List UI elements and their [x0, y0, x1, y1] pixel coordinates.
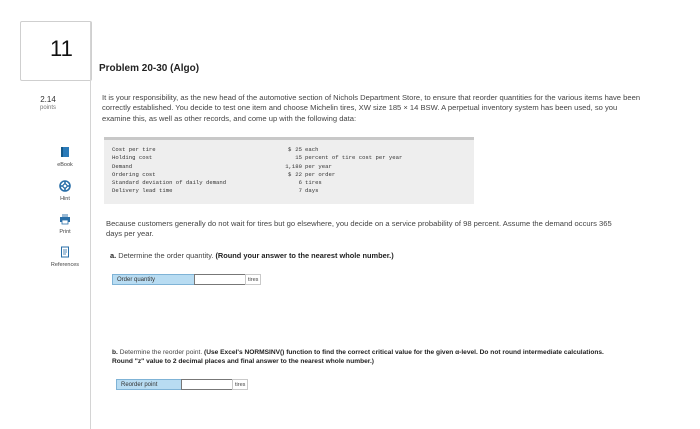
hint-label: Hint	[60, 196, 70, 202]
problem-paragraph-2: Because customers generally do not wait for tires but go elsewhere, you decide on a service probability of 98 percent. Assume the demand occurs 365 days per year.	[106, 219, 612, 238]
data-row-value: 7	[298, 187, 302, 195]
data-row-currency: $	[288, 146, 292, 153]
data-row-unit: each	[305, 146, 319, 153]
document-icon	[59, 246, 71, 258]
part-a-question	[110, 251, 394, 260]
part-a-text: Determine the order quantity.	[116, 251, 216, 260]
data-row	[112, 187, 472, 195]
data-row	[112, 146, 472, 154]
data-row-value: 1,180	[285, 162, 302, 170]
data-row-label: Holding cost	[112, 154, 153, 162]
part-b-prefix: b.	[112, 349, 118, 356]
data-row-label: Delivery lead time	[112, 187, 173, 195]
lifebuoy-icon	[59, 180, 71, 192]
order-quantity-input[interactable]	[194, 274, 246, 285]
data-row-value: 15	[295, 154, 302, 162]
ebook-button[interactable]	[52, 146, 78, 168]
part-b-instruction: (Use Excel's NORMSINV() function to find the correct critical value for the given α-level. Do not round intermediate calculations. Round "z" value to 2 decimal places and final answer to the nearest whole number.)	[112, 349, 604, 365]
data-row-unit: per order	[305, 170, 336, 178]
data-row-label: Ordering cost	[112, 170, 156, 178]
data-row	[112, 163, 472, 171]
problem-title: Problem 20-30 (Algo)	[99, 63, 200, 74]
references-button[interactable]	[52, 246, 78, 268]
print-button[interactable]	[52, 213, 78, 235]
reorder-point-label: Reorder point	[116, 379, 182, 390]
data-row-value: 25	[295, 146, 302, 153]
references-label: References	[50, 262, 80, 268]
data-row	[112, 171, 472, 179]
order-quantity-unit: tires	[245, 274, 261, 285]
question-number: 11	[50, 36, 73, 61]
book-icon	[59, 146, 71, 158]
data-row-label: Cost per tire	[112, 146, 156, 153]
data-row	[112, 179, 472, 187]
part-b-text: Determine the reorder point.	[117, 349, 205, 356]
data-table	[112, 146, 472, 196]
points-indicator	[38, 95, 58, 111]
printer-icon	[59, 213, 71, 225]
data-row-value: 22	[295, 170, 302, 178]
data-row-value: 6	[298, 179, 302, 187]
data-row-label: Demand	[112, 162, 133, 170]
data-row-unit: percent of tire cost per year	[305, 154, 403, 162]
ebook-label: eBook	[57, 162, 73, 168]
data-row-unit: tires	[305, 179, 322, 187]
data-row-currency: $	[288, 170, 292, 178]
data-row-label: Standard deviation of daily demand	[112, 179, 227, 187]
data-row-unit: per year	[305, 162, 332, 170]
reorder-point-unit: tires	[232, 379, 248, 390]
sidebar-divider	[90, 21, 91, 429]
points-unit: points	[39, 105, 56, 111]
part-b-question	[112, 348, 612, 366]
data-row	[112, 154, 472, 162]
print-label: Print	[59, 229, 71, 235]
part-b-answer-row	[116, 379, 266, 391]
reorder-point-input[interactable]	[181, 379, 233, 390]
hint-button[interactable]	[52, 180, 78, 202]
part-a-answer-row	[112, 274, 262, 286]
data-row-unit: days	[305, 187, 319, 195]
points-value: 2.14	[40, 95, 56, 104]
part-a-prefix: a.	[110, 251, 117, 260]
part-a-instruction: (Round your answer to the nearest whole number.)	[215, 251, 394, 260]
order-quantity-label: Order quantity	[112, 274, 195, 285]
problem-intro: It is your responsibility, as the new head of the automotive section of Nichols Department Store, to ensure that reorder quantities for the various items have been correctly established. You decide to test one item and choose Michelin tires, XW size 185 × 14 BSW. A perpetual inventory system has been used, so you examine this, as well as other records, and come up with the following data:	[102, 93, 641, 123]
